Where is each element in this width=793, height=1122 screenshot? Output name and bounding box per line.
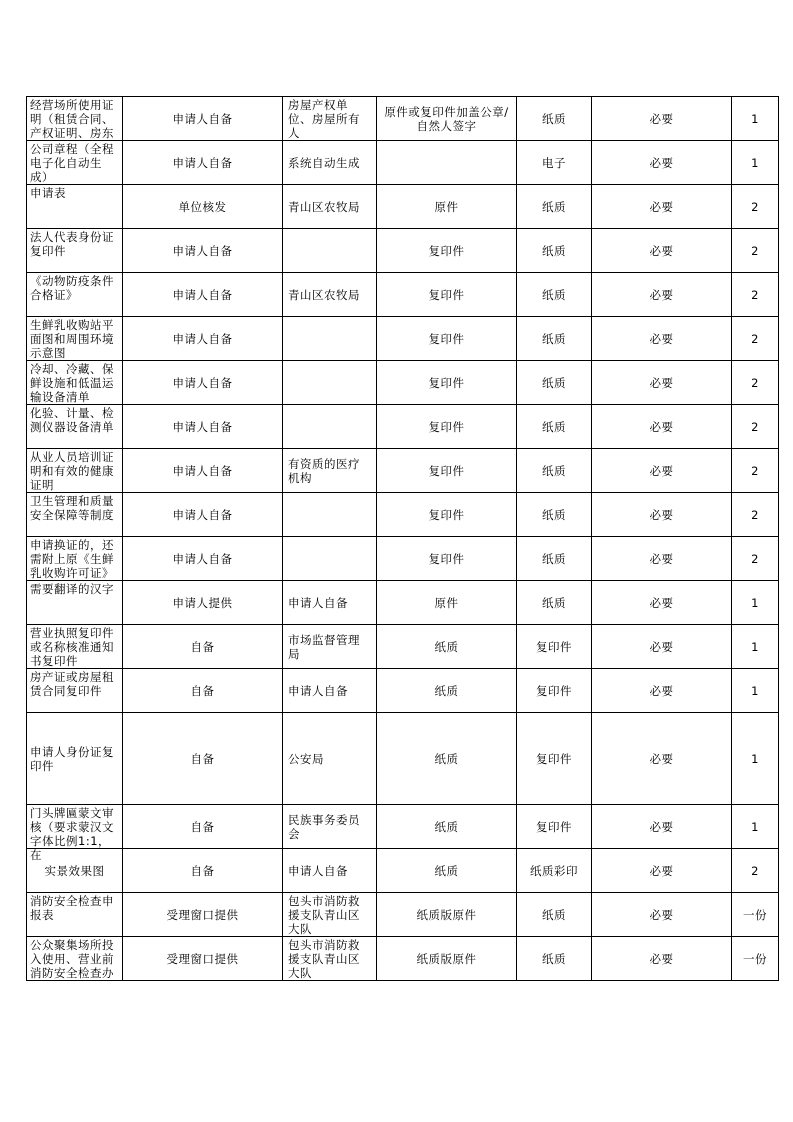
material-source-cell <box>123 937 283 981</box>
material-requirement-cell <box>377 937 517 981</box>
material-name-text: 申请人身份证复印件 <box>30 745 114 773</box>
material-name-cell <box>27 493 123 537</box>
material-necessity-cell <box>592 97 732 141</box>
material-requirement-text: 复印件 <box>428 375 465 390</box>
material-issuer-cell <box>283 625 377 669</box>
material-necessity-text: 必要 <box>649 551 674 566</box>
material-medium-text: 复印件 <box>536 683 572 698</box>
material-necessity-cell <box>592 449 732 493</box>
material-quantity-text: 2 <box>751 463 759 478</box>
table-row <box>27 405 779 449</box>
material-issuer-cell <box>283 493 377 537</box>
material-quantity-cell <box>732 937 779 981</box>
table-row <box>27 893 779 937</box>
material-name-text: 实景效果图 <box>44 864 105 878</box>
material-quantity-text: 1 <box>751 155 759 170</box>
material-name-cell <box>27 317 123 361</box>
material-name-text: 公众聚集场所投入使用、营业前消防安全检查办 <box>30 938 114 980</box>
material-name-cell <box>27 273 123 317</box>
material-medium-cell <box>517 317 592 361</box>
material-requirement-cell <box>377 405 517 449</box>
material-necessity-cell <box>592 537 732 581</box>
table-row <box>27 805 779 849</box>
material-medium-text: 纸质 <box>542 551 566 566</box>
material-medium-cell <box>517 229 592 273</box>
material-issuer-text: 包头市消防救援支队青山区大队 <box>288 893 360 936</box>
material-name-cell <box>27 937 123 981</box>
material-issuer-cell <box>283 405 377 449</box>
material-issuer-text: 系统自动生成 <box>288 155 360 170</box>
material-issuer-text: 房屋产权单位、房屋所有人 <box>288 97 360 140</box>
material-source-text: 受理窗口提供 <box>166 951 239 966</box>
material-necessity-text: 必要 <box>649 111 674 126</box>
material-necessity-text: 必要 <box>649 951 674 966</box>
material-medium-cell <box>517 405 592 449</box>
material-quantity-cell <box>732 805 779 849</box>
material-quantity-text: 一份 <box>743 951 767 966</box>
material-issuer-cell <box>283 805 377 849</box>
materials-table <box>26 96 779 981</box>
material-name-text: 消防安全检查申报表 <box>30 894 114 922</box>
material-issuer-text: 青山区农牧局 <box>288 287 360 302</box>
table-row <box>27 141 779 185</box>
material-quantity-cell <box>732 405 779 449</box>
table-row <box>27 849 779 893</box>
material-issuer-text: 有资质的医疗机构 <box>288 456 360 485</box>
material-name-cell <box>27 405 123 449</box>
table-row <box>27 581 779 625</box>
material-necessity-text: 必要 <box>649 243 674 258</box>
material-source-text: 自备 <box>190 639 215 654</box>
material-source-text: 申请人自备 <box>172 507 233 522</box>
material-necessity-text: 必要 <box>649 287 674 302</box>
material-necessity-cell <box>592 229 732 273</box>
table-row <box>27 229 779 273</box>
table-row <box>27 361 779 405</box>
material-requirement-cell <box>377 97 517 141</box>
material-requirement-text: 原件或复印件加盖公章/自然人签字 <box>384 104 509 133</box>
material-source-text: 单位核发 <box>178 199 227 214</box>
material-name-cell <box>27 537 123 581</box>
table-row <box>27 493 779 537</box>
material-medium-text: 纸质 <box>542 951 566 966</box>
material-quantity-text: 2 <box>751 331 759 346</box>
material-necessity-text: 必要 <box>649 595 674 610</box>
material-necessity-text: 必要 <box>649 375 674 390</box>
material-medium-text: 纸质 <box>542 595 566 610</box>
material-quantity-cell <box>732 713 779 805</box>
material-quantity-text: 2 <box>751 287 759 302</box>
material-issuer-cell <box>283 893 377 937</box>
material-issuer-cell <box>283 581 377 625</box>
material-medium-cell <box>517 937 592 981</box>
material-medium-cell <box>517 273 592 317</box>
material-quantity-cell <box>732 273 779 317</box>
material-quantity-text: 2 <box>751 199 759 214</box>
material-source-text: 自备 <box>190 683 215 698</box>
table-row <box>27 317 779 361</box>
material-issuer-text: 民族事务委员会 <box>288 812 360 841</box>
material-quantity-cell <box>732 537 779 581</box>
material-issuer-cell <box>283 317 377 361</box>
material-requirement-cell <box>377 361 517 405</box>
material-source-cell <box>123 849 283 893</box>
material-source-cell <box>123 185 283 229</box>
material-requirement-cell <box>377 713 517 805</box>
material-source-cell <box>123 805 283 849</box>
material-necessity-cell <box>592 669 732 713</box>
material-necessity-cell <box>592 273 732 317</box>
material-requirement-cell <box>377 493 517 537</box>
material-source-text: 申请人自备 <box>172 111 233 126</box>
material-medium-text: 纸质 <box>542 375 566 390</box>
material-source-text: 申请人自备 <box>172 243 233 258</box>
material-issuer-text: 包头市消防救援支队青山区大队 <box>288 937 360 980</box>
material-quantity-cell <box>732 185 779 229</box>
material-quantity-text: 一份 <box>743 907 767 922</box>
material-medium-text: 纸质 <box>542 111 566 126</box>
material-source-text: 申请人自备 <box>172 419 233 434</box>
material-source-cell <box>123 97 283 141</box>
material-name-cell <box>27 625 123 669</box>
material-necessity-cell <box>592 713 732 805</box>
material-necessity-cell <box>592 893 732 937</box>
material-medium-text: 纸质 <box>542 199 566 214</box>
material-quantity-text: 2 <box>751 551 759 566</box>
material-source-cell <box>123 317 283 361</box>
material-name-cell <box>27 361 123 405</box>
material-quantity-text: 1 <box>751 683 759 698</box>
material-necessity-text: 必要 <box>649 907 674 922</box>
table-row <box>27 273 779 317</box>
material-name-cell <box>27 581 123 625</box>
material-requirement-text: 纸质版原件 <box>416 951 477 966</box>
material-medium-cell <box>517 361 592 405</box>
material-medium-text: 纸质 <box>542 243 566 258</box>
material-necessity-cell <box>592 805 732 849</box>
material-source-cell <box>123 493 283 537</box>
material-medium-text: 纸质 <box>542 463 566 478</box>
material-requirement-text: 原件 <box>434 595 459 610</box>
material-name-text: 从业人员培训证明和有效的健康证明 <box>30 450 114 492</box>
material-quantity-cell <box>732 581 779 625</box>
material-name-cell <box>27 449 123 493</box>
material-issuer-text: 申请人自备 <box>288 595 348 610</box>
material-requirement-cell <box>377 141 517 185</box>
material-requirement-cell <box>377 185 517 229</box>
material-necessity-text: 必要 <box>649 419 674 434</box>
material-source-text: 申请人自备 <box>172 375 233 390</box>
material-issuer-cell <box>283 97 377 141</box>
material-source-cell <box>123 537 283 581</box>
material-source-cell <box>123 893 283 937</box>
material-source-text: 申请人自备 <box>172 551 233 566</box>
material-requirement-cell <box>377 537 517 581</box>
material-requirement-cell <box>377 625 517 669</box>
material-name-text: 需要翻译的汉字 <box>30 582 114 596</box>
material-requirement-text: 复印件 <box>428 551 465 566</box>
material-medium-cell <box>517 669 592 713</box>
material-issuer-cell <box>283 141 377 185</box>
table-row <box>27 625 779 669</box>
material-source-text: 自备 <box>190 751 215 766</box>
material-requirement-text: 复印件 <box>428 331 465 346</box>
material-name-text: 申请换证的，还需附上原《生鲜乳收购许可证》 <box>30 538 114 580</box>
material-issuer-cell <box>283 273 377 317</box>
material-necessity-cell <box>592 581 732 625</box>
material-source-text: 申请人提供 <box>172 595 233 610</box>
material-requirement-cell <box>377 317 517 361</box>
material-requirement-text: 纸质 <box>434 639 459 654</box>
material-requirement-cell <box>377 893 517 937</box>
material-quantity-cell <box>732 493 779 537</box>
material-issuer-cell <box>283 361 377 405</box>
material-necessity-text: 必要 <box>649 639 674 654</box>
material-quantity-text: 2 <box>751 863 759 878</box>
material-name-cell <box>27 893 123 937</box>
material-quantity-cell <box>732 449 779 493</box>
material-requirement-cell <box>377 229 517 273</box>
material-necessity-cell <box>592 493 732 537</box>
material-requirement-cell <box>377 669 517 713</box>
materials-table-body <box>27 97 779 981</box>
material-source-text: 自备 <box>190 819 215 834</box>
material-medium-text: 纸质 <box>542 907 566 922</box>
material-source-cell <box>123 141 283 185</box>
material-requirement-cell <box>377 805 517 849</box>
table-row <box>27 185 779 229</box>
material-name-text: 营业执照复印件或名称核准通知书复印件 <box>30 626 114 668</box>
material-medium-cell <box>517 625 592 669</box>
material-source-text: 申请人自备 <box>172 463 233 478</box>
material-necessity-text: 必要 <box>649 331 674 346</box>
material-medium-text: 纸质彩印 <box>530 863 578 878</box>
material-name-text: 公司章程（全程电子化自动生成） <box>30 142 114 184</box>
material-medium-cell <box>517 893 592 937</box>
material-issuer-cell <box>283 185 377 229</box>
material-source-text: 申请人自备 <box>172 331 233 346</box>
material-source-cell <box>123 581 283 625</box>
material-requirement-text: 复印件 <box>428 287 465 302</box>
material-issuer-cell <box>283 713 377 805</box>
material-source-cell <box>123 449 283 493</box>
material-requirement-text: 复印件 <box>428 243 465 258</box>
material-quantity-cell <box>732 229 779 273</box>
material-quantity-text: 1 <box>751 595 759 610</box>
material-medium-text: 复印件 <box>536 751 572 766</box>
material-requirement-text: 纸质 <box>434 863 459 878</box>
material-necessity-cell <box>592 185 732 229</box>
material-issuer-text: 青山区农牧局 <box>288 199 360 214</box>
material-necessity-cell <box>592 625 732 669</box>
material-medium-text: 复印件 <box>536 819 572 834</box>
material-requirement-text: 原件 <box>434 199 459 214</box>
material-name-text: 生鲜乳收购站平面图和周围环境示意图 <box>30 318 114 360</box>
material-necessity-cell <box>592 361 732 405</box>
material-source-cell <box>123 229 283 273</box>
material-requirement-text: 纸质 <box>434 751 459 766</box>
material-name-cell <box>27 229 123 273</box>
material-requirement-text: 纸质版原件 <box>416 907 477 922</box>
material-quantity-cell <box>732 625 779 669</box>
material-issuer-text: 市场监督管理局 <box>288 632 360 661</box>
material-name-text: 《动物防疫条件合格证》 <box>30 274 114 302</box>
table-row <box>27 97 779 141</box>
material-source-cell <box>123 405 283 449</box>
material-necessity-text: 必要 <box>649 819 674 834</box>
material-quantity-cell <box>732 317 779 361</box>
material-source-text: 申请人自备 <box>172 287 233 302</box>
material-quantity-text: 2 <box>751 375 759 390</box>
material-quantity-cell <box>732 893 779 937</box>
material-medium-cell <box>517 493 592 537</box>
material-quantity-text: 1 <box>751 111 759 126</box>
material-name-text: 化验、计量、检测仪器设备清单 <box>30 406 114 434</box>
material-name-cell <box>27 141 123 185</box>
material-name-text: 冷却、冷藏、保鲜设施和低温运输设备清单 <box>30 362 114 404</box>
material-requirement-cell <box>377 581 517 625</box>
material-source-cell <box>123 713 283 805</box>
table-row <box>27 937 779 981</box>
material-necessity-cell <box>592 849 732 893</box>
material-name-cell <box>27 713 123 805</box>
material-source-text: 申请人自备 <box>172 155 233 170</box>
material-medium-cell <box>517 141 592 185</box>
material-issuer-cell <box>283 449 377 493</box>
table-row <box>27 713 779 805</box>
material-issuer-text: 公安局 <box>288 751 324 766</box>
material-quantity-cell <box>732 141 779 185</box>
material-issuer-text: 申请人自备 <box>288 683 348 698</box>
material-medium-cell <box>517 97 592 141</box>
material-medium-cell <box>517 537 592 581</box>
material-source-cell <box>123 625 283 669</box>
material-quantity-text: 2 <box>751 243 759 258</box>
material-name-text: 门头牌匾蒙文审核（要求蒙汉文字体比例1:1，在 <box>30 806 114 862</box>
material-name-cell <box>27 669 123 713</box>
material-medium-cell <box>517 449 592 493</box>
material-issuer-cell <box>283 229 377 273</box>
material-necessity-text: 必要 <box>649 463 674 478</box>
material-source-text: 自备 <box>190 863 215 878</box>
material-name-cell <box>27 805 123 862</box>
material-quantity-text: 1 <box>751 639 759 654</box>
material-medium-text: 复印件 <box>536 639 572 654</box>
material-medium-cell <box>517 185 592 229</box>
material-quantity-text: 2 <box>751 507 759 522</box>
material-name-text: 经营场所使用证明（租赁合同、产权证明、房东 <box>30 98 114 140</box>
material-necessity-cell <box>592 141 732 185</box>
material-medium-cell <box>517 849 592 893</box>
material-name-text: 房产证或房屋租赁合同复印件 <box>30 670 114 698</box>
material-necessity-text: 必要 <box>649 863 674 878</box>
material-medium-text: 纸质 <box>542 287 566 302</box>
material-requirement-text: 复印件 <box>428 507 465 522</box>
material-necessity-cell <box>592 937 732 981</box>
material-name-cell <box>27 97 123 141</box>
material-medium-cell <box>517 805 592 849</box>
material-name-text: 法人代表身份证复印件 <box>30 230 114 258</box>
material-quantity-cell <box>732 361 779 405</box>
material-requirement-text: 复印件 <box>428 463 465 478</box>
material-requirement-text: 复印件 <box>428 419 465 434</box>
material-issuer-cell <box>283 849 377 893</box>
material-source-cell <box>123 669 283 713</box>
material-issuer-text: 申请人自备 <box>288 863 348 878</box>
material-necessity-cell <box>592 405 732 449</box>
material-requirement-cell <box>377 849 517 893</box>
material-requirement-text: 纸质 <box>434 683 459 698</box>
material-requirement-cell <box>377 273 517 317</box>
material-necessity-text: 必要 <box>649 683 674 698</box>
material-source-text: 受理窗口提供 <box>166 907 239 922</box>
material-name-text: 卫生管理和质量安全保障等制度 <box>30 494 114 522</box>
material-issuer-cell <box>283 669 377 713</box>
material-medium-text: 纸质 <box>542 507 566 522</box>
material-quantity-text: 1 <box>751 819 759 834</box>
material-necessity-cell <box>592 317 732 361</box>
table-row <box>27 669 779 713</box>
material-issuer-cell <box>283 937 377 981</box>
material-quantity-cell <box>732 97 779 141</box>
material-requirement-cell <box>377 449 517 493</box>
material-name-cell <box>27 185 123 229</box>
material-medium-text: 纸质 <box>542 331 566 346</box>
material-quantity-cell <box>732 849 779 893</box>
material-source-cell <box>123 273 283 317</box>
material-medium-cell <box>517 581 592 625</box>
material-medium-cell <box>517 713 592 805</box>
material-necessity-text: 必要 <box>649 199 674 214</box>
table-row <box>27 537 779 581</box>
material-issuer-cell <box>283 537 377 581</box>
material-requirement-text: 纸质 <box>434 819 459 834</box>
material-source-cell <box>123 361 283 405</box>
material-name-text: 申请表 <box>30 186 66 200</box>
material-quantity-cell <box>732 669 779 713</box>
material-necessity-text: 必要 <box>649 751 674 766</box>
material-necessity-text: 必要 <box>649 507 674 522</box>
material-medium-text: 纸质 <box>542 419 566 434</box>
material-medium-text: 电子 <box>542 155 566 170</box>
material-necessity-text: 必要 <box>649 155 674 170</box>
material-quantity-text: 2 <box>751 419 759 434</box>
table-row <box>27 449 779 493</box>
material-quantity-text: 1 <box>751 751 759 766</box>
